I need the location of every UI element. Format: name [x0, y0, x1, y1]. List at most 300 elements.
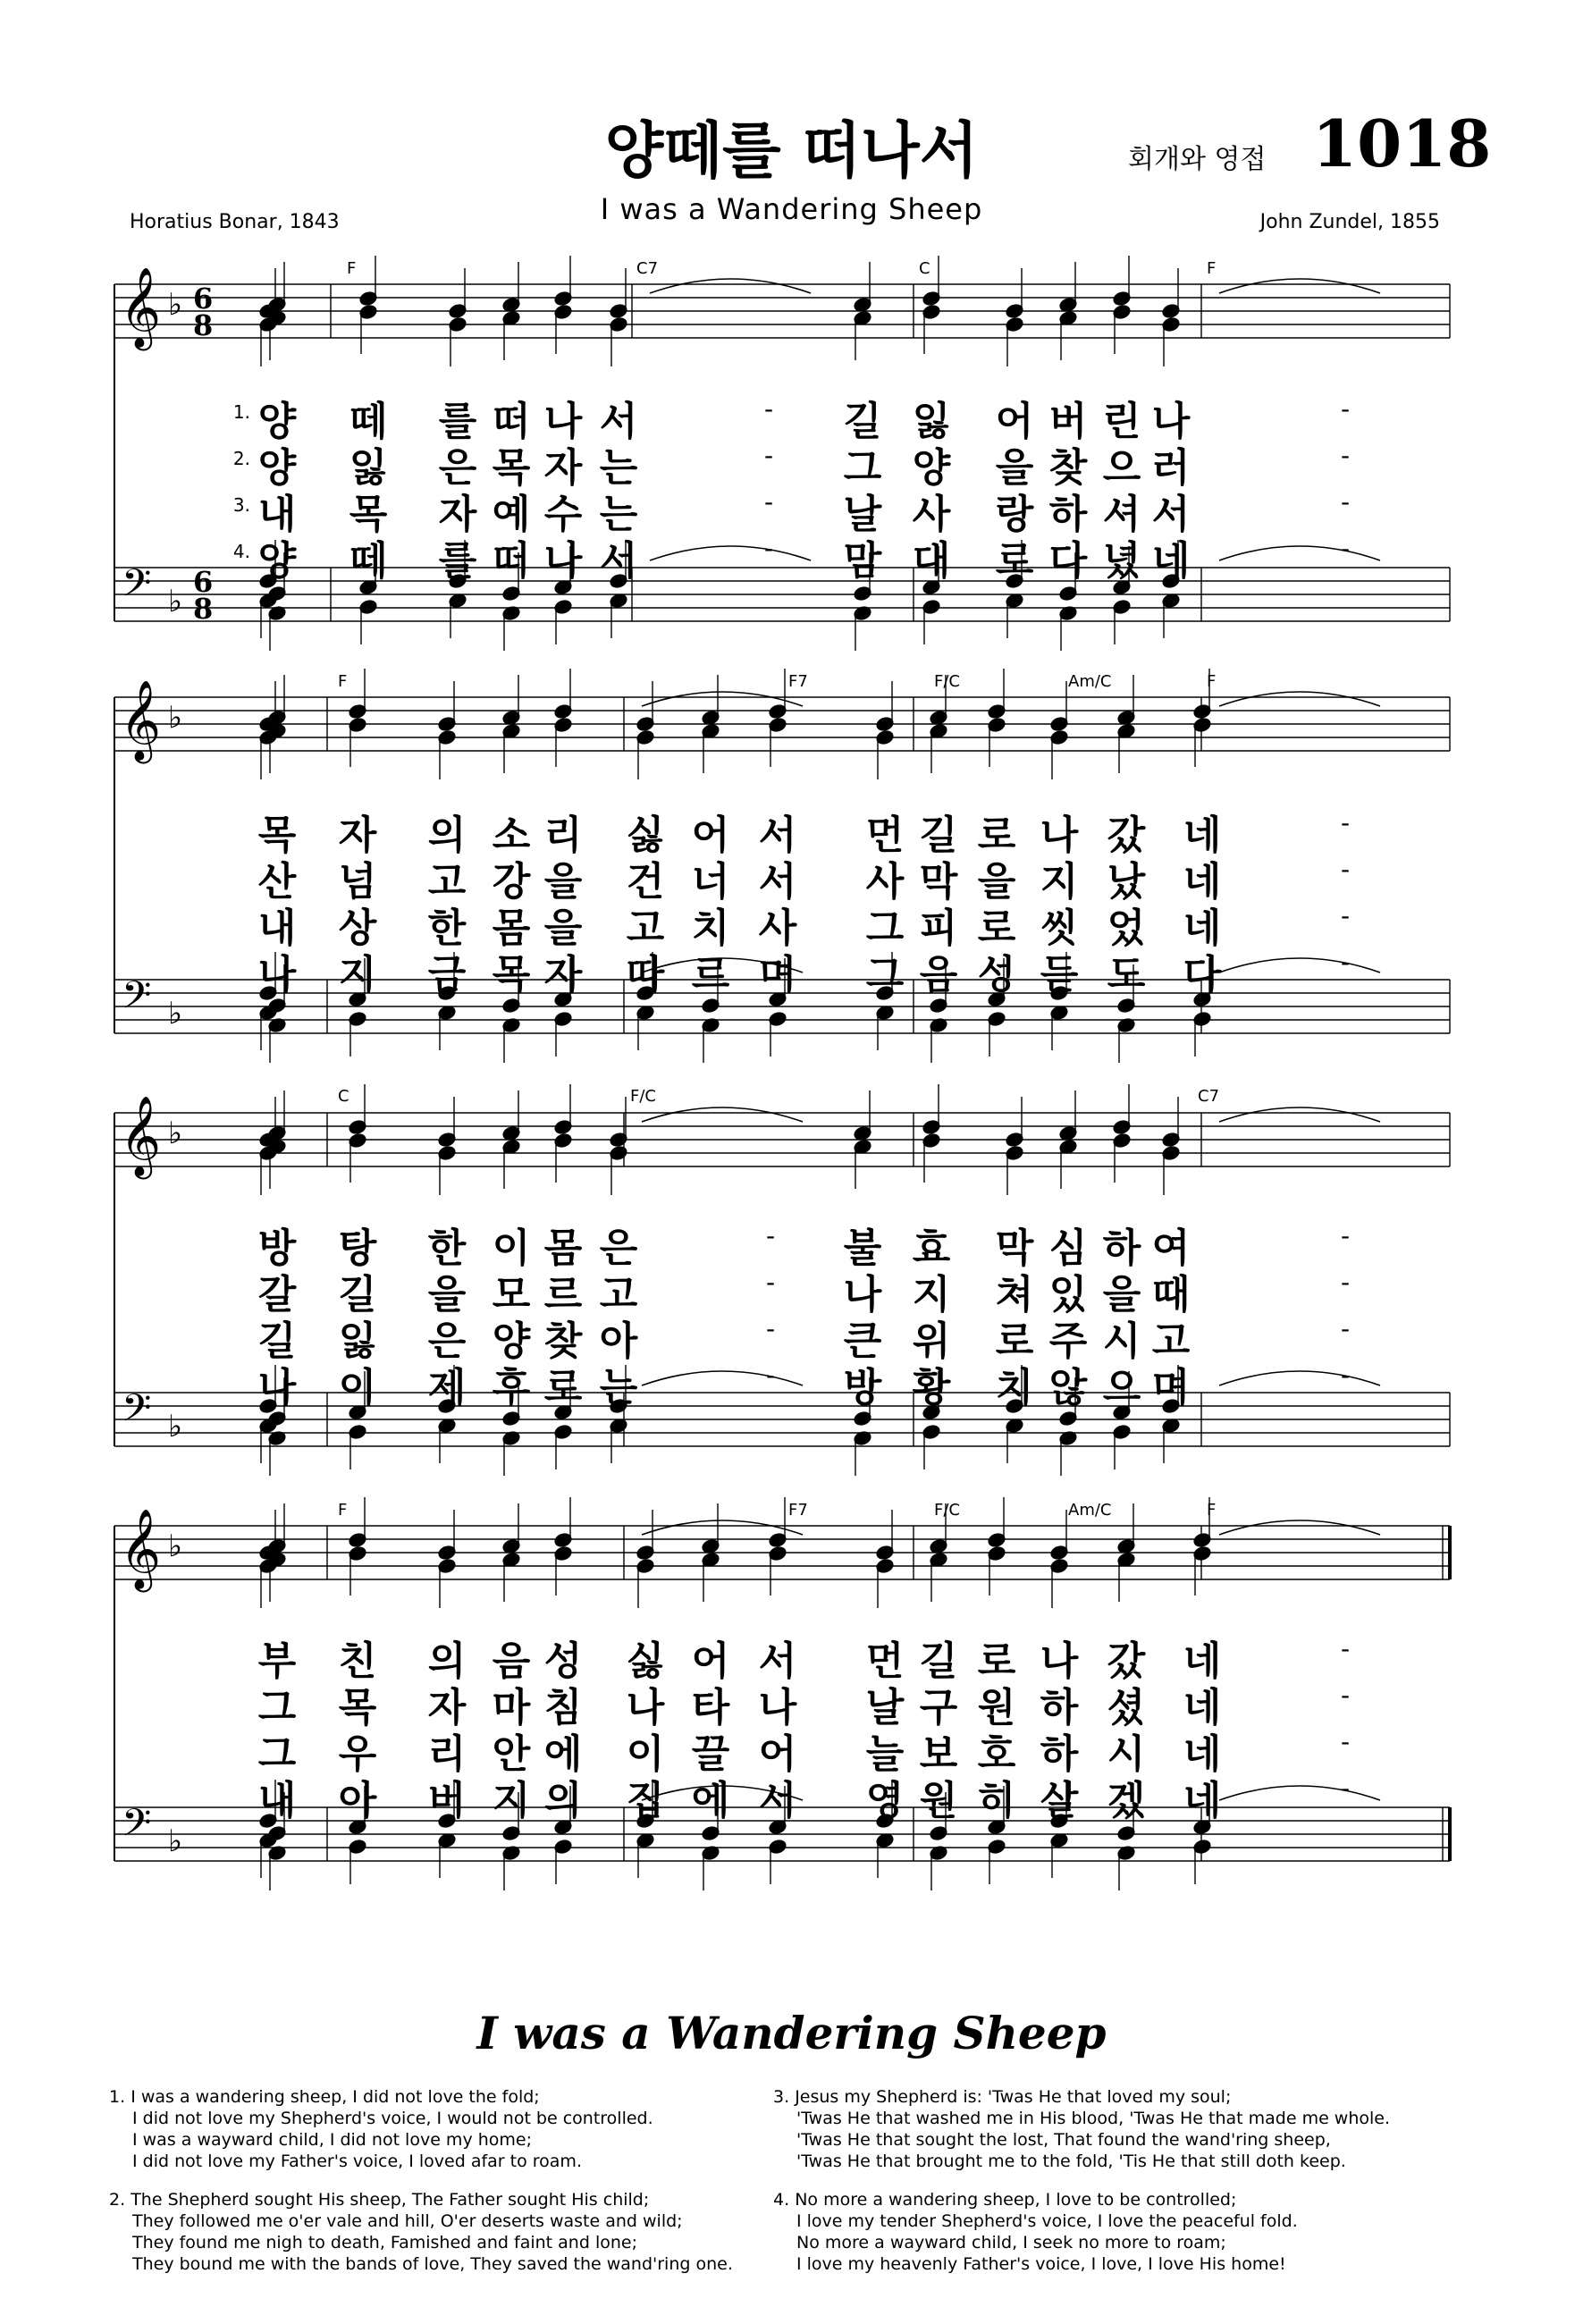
lyric-syllable: 우 — [338, 1731, 377, 1777]
lyric-syllable: 도 — [1107, 952, 1146, 998]
bass-clef: 𝄢 — [122, 1386, 152, 1440]
lyric-syllable: 나 — [1040, 813, 1079, 858]
lyric-syllable: 리 — [543, 813, 583, 858]
chord-symbol: F — [347, 259, 357, 278]
lyric-syllable: 녔 — [1102, 538, 1141, 584]
lyric-syllable: 건 — [626, 859, 665, 905]
lyric-syllable: 갈 — [257, 1272, 297, 1318]
stanza-line: The Shepherd sought His sheep, The Father sought His child; — [131, 2190, 650, 2210]
lyric-syllable: 때 — [1151, 1272, 1191, 1318]
lyric-syllable: 날 — [843, 492, 882, 537]
lyric-syllable: 그 — [865, 905, 905, 951]
lyric-syllable: 로 — [977, 813, 1016, 858]
stanza-line: They found me nigh to death, Famished and faint and lone; — [132, 2233, 637, 2252]
lyric-syllable: 타 — [691, 1685, 730, 1730]
lyric-syllable: 르 — [691, 952, 730, 998]
lyric-syllable: 한 — [427, 1225, 467, 1271]
lyric-syllable: 시 — [1102, 1318, 1141, 1364]
lyric-syllable: 자 — [438, 492, 477, 537]
lyric-extender: - — [765, 1314, 776, 1343]
lyric-syllable: 를 — [438, 538, 477, 584]
lyric-syllable: 네 — [1183, 813, 1222, 858]
lyric-syllable: 어 — [995, 399, 1034, 444]
lyric-syllable: 찾 — [1048, 445, 1088, 491]
lyric-syllable: 을 — [543, 859, 583, 905]
stanza-line: I did not love my Father's voice, I loved afar to roam. — [132, 2151, 582, 2171]
lyric-syllable: 나 — [843, 1272, 882, 1318]
lyric-syllable: 서 — [758, 813, 797, 858]
lyric-syllable: 자 — [543, 445, 583, 491]
author-credit: Horatius Bonar, 1843 — [130, 211, 340, 233]
lyric-syllable: 몸 — [543, 1225, 583, 1271]
lyric-extender: - — [1340, 1314, 1351, 1343]
chord-symbol: C7 — [1198, 1087, 1220, 1106]
lyric-syllable: 안 — [492, 1731, 531, 1777]
lyric-syllable: 이 — [492, 1225, 531, 1271]
treble-clef: 𝄞 — [120, 267, 162, 348]
lyric-syllable: 네 — [1183, 1638, 1222, 1684]
lyric-syllable: 에 — [543, 1731, 583, 1777]
lyric-syllable: 을 — [427, 1272, 467, 1318]
lyric-syllable: 맘 — [843, 538, 882, 584]
lyric-extender: - — [1340, 487, 1351, 517]
stanza-line: I love my tender Shepherd's voice, I love the peaceful fold. — [796, 2211, 1298, 2231]
lyric-syllable: 은 — [427, 1318, 467, 1364]
lyric-syllable: 나 — [758, 1685, 797, 1730]
lyric-syllable: 심 — [1048, 1225, 1088, 1271]
lyric-syllable: 목 — [492, 445, 531, 491]
lyric-syllable: 버 — [1048, 399, 1088, 444]
lyric-extender: - — [1340, 1727, 1351, 1756]
chord-symbol: F/C — [630, 1087, 656, 1106]
lyric-syllable: 모 — [492, 1272, 531, 1318]
lyric-syllable: 떼 — [349, 538, 388, 584]
lyric-extender: - — [1340, 441, 1351, 470]
lyric-syllable: 잃 — [338, 1318, 377, 1364]
lyric-extender: - — [763, 534, 774, 563]
stanza-line: 'Twas He that brought me to the fold, 'Tis He that still doth keep. — [796, 2151, 1346, 2171]
title-korean: 양떼를 떠나서 — [604, 116, 979, 187]
chord-symbol: F7 — [788, 1501, 808, 1520]
lyric-syllable: 황 — [912, 1365, 951, 1410]
lyric-syllable: 지 — [912, 1272, 951, 1318]
lyric-syllable: 나 — [257, 1365, 297, 1410]
lyric-syllable: 서 — [599, 399, 638, 444]
lyric-syllable: 내 — [257, 905, 297, 951]
verse-number: 4. — [232, 541, 250, 562]
lyric-extender: - — [763, 441, 774, 470]
stanza-3 — [773, 2086, 1390, 2172]
lyric-syllable: 막 — [995, 1225, 1034, 1271]
lyric-syllable: 보 — [919, 1731, 958, 1777]
lyric-syllable: 은 — [599, 1225, 638, 1271]
lyric-syllable: 버 — [427, 1778, 467, 1823]
lyric-syllable: 쳐 — [995, 1272, 1034, 1318]
lyric-syllable: 구 — [919, 1685, 958, 1730]
stanza-number: 3. — [773, 2087, 790, 2107]
tie — [1219, 958, 1380, 973]
lyric-syllable: 살 — [1040, 1778, 1079, 1823]
lyric-syllable: 그 — [257, 1685, 297, 1730]
lyric-syllable: 네 — [1183, 1731, 1222, 1777]
tie — [650, 546, 811, 560]
lyric-syllable: 르 — [543, 1272, 583, 1318]
lyric-syllable: 며 — [758, 952, 797, 998]
lyric-syllable: 소 — [492, 813, 531, 858]
stanza-1 — [109, 2086, 653, 2172]
lyric-syllable: 따 — [626, 952, 665, 998]
lyric-syllable: 부 — [257, 1638, 297, 1684]
lyric-syllable: 예 — [492, 492, 531, 537]
lyric-syllable: 영 — [865, 1778, 905, 1823]
treble-clef: 𝄞 — [120, 680, 162, 761]
lyric-syllable: 다 — [1183, 952, 1222, 998]
chord-symbol: C7 — [636, 259, 659, 278]
english-title: I was a Wandering Sheep — [476, 2007, 1107, 2059]
lyric-syllable: 산 — [257, 859, 297, 905]
lyric-syllable: 네 — [1183, 905, 1222, 951]
lyric-syllable: 사 — [865, 859, 905, 905]
lyric-syllable: 어 — [758, 1731, 797, 1777]
flat-sign: ♭ — [168, 1116, 183, 1151]
lyric-syllable: 불 — [843, 1225, 882, 1271]
lyric-syllable: 의 — [427, 813, 467, 858]
lyric-syllable: 씻 — [1040, 905, 1079, 951]
lyric-syllable: 고 — [599, 1272, 638, 1318]
treble-clef: 𝄞 — [120, 1096, 162, 1176]
lyric-syllable: 서 — [758, 1638, 797, 1684]
lyric-syllable: 치 — [995, 1365, 1034, 1410]
lyric-syllable: 늘 — [865, 1731, 905, 1777]
lyric-syllable: 네 — [1151, 538, 1191, 584]
lyric-syllable: 네 — [1183, 859, 1222, 905]
lyric-syllable: 네 — [1183, 1778, 1222, 1823]
lyric-syllable: 길 — [843, 399, 882, 444]
lyric-syllable: 하 — [1048, 492, 1088, 537]
stanza-number: 4. — [773, 2190, 790, 2210]
lyric-syllable: 넘 — [338, 859, 377, 905]
verse-number: 1. — [232, 401, 250, 423]
lyric-syllable: 로 — [995, 1318, 1034, 1364]
tie — [642, 1371, 803, 1385]
stanza-line: 'Twas He that washed me in His blood, 'Twas He that made me whole. — [796, 2109, 1391, 2128]
bass-clef: 𝄢 — [122, 561, 152, 615]
lyric-syllable: 원 — [919, 1778, 958, 1823]
lyric-extender: - — [765, 1267, 776, 1297]
lyric-syllable: 끌 — [691, 1731, 730, 1777]
lyric-syllable: 지 — [492, 1778, 531, 1823]
time-signature: 8 — [193, 308, 214, 342]
lyric-syllable: 듣 — [1040, 952, 1079, 998]
flat-sign: ♭ — [168, 996, 183, 1031]
lyric-syllable: 내 — [257, 492, 297, 537]
hymn-category: 회개와 영접 — [1128, 144, 1267, 175]
lyric-syllable: 여 — [1151, 1225, 1191, 1271]
chord-symbol: C — [338, 1087, 349, 1106]
lyric-syllable: 제 — [427, 1365, 467, 1410]
lyric-syllable: 그 — [843, 445, 882, 491]
lyric-syllable: 치 — [691, 905, 730, 951]
lyric-syllable: 길 — [919, 1638, 958, 1684]
hymn-number: 1018 — [1312, 105, 1492, 181]
chord-symbol: C — [919, 259, 930, 278]
stanza-line: They bound me with the bands of love, They saved the wand'ring one. — [132, 2254, 733, 2274]
lyric-syllable: 내 — [257, 1778, 297, 1823]
stanza-line: They followed me o'er vale and hill, O'er deserts waste and wild; — [132, 2211, 683, 2231]
lyric-syllable: 사 — [912, 492, 951, 537]
lyric-syllable: 목 — [257, 813, 297, 858]
time-signature: 8 — [193, 592, 214, 626]
lyric-syllable: 탕 — [338, 1225, 377, 1271]
lyric-syllable: 셨 — [1107, 1685, 1146, 1730]
lyric-syllable: 지 — [338, 952, 377, 998]
lyric-syllable: 효 — [912, 1225, 951, 1271]
lyric-syllable: 방 — [843, 1365, 882, 1410]
lyric-syllable: 목 — [492, 952, 531, 998]
lyric-syllable: 양 — [492, 1318, 531, 1364]
lyric-syllable: 은 — [438, 445, 477, 491]
stanza-number: 1. — [109, 2087, 126, 2107]
lyric-syllable: 나 — [257, 952, 297, 998]
lyric-syllable: 으 — [1102, 445, 1141, 491]
lyric-syllable: 있 — [1048, 1272, 1088, 1318]
lyric-extender: - — [1340, 1221, 1351, 1250]
lyric-syllable: 는 — [599, 492, 638, 537]
chord-symbol: F/C — [934, 1501, 960, 1520]
lyric-syllable: 나 — [1151, 399, 1191, 444]
lyric-syllable: 서 — [758, 859, 797, 905]
lyric-syllable: 겠 — [1107, 1778, 1146, 1823]
lyric-syllable: 싫 — [626, 813, 665, 858]
lyric-syllable: 리 — [427, 1731, 467, 1777]
chord-symbol: F — [338, 1501, 348, 1520]
lyric-extender: - — [763, 487, 774, 517]
lyric-syllable: 큰 — [843, 1318, 882, 1364]
stanza-line: No more a wandering sheep, I love to be controlled; — [795, 2190, 1237, 2210]
lyric-syllable: 침 — [543, 1685, 583, 1730]
lyric-syllable: 며 — [1151, 1365, 1191, 1410]
lyric-syllable: 날 — [865, 1685, 905, 1730]
lyric-extender: - — [1340, 394, 1351, 424]
lyric-syllable: 을 — [1102, 1272, 1141, 1318]
title-english: I was a Wandering Sheep — [600, 192, 983, 226]
lyric-syllable: 집 — [626, 1778, 665, 1823]
chord-symbol: F — [338, 672, 348, 691]
tie — [642, 1107, 803, 1122]
chord-symbol: F — [1207, 672, 1217, 691]
lyric-extender: - — [1340, 1773, 1351, 1803]
lyric-syllable: 었 — [1107, 905, 1146, 951]
lyric-syllable: 이 — [626, 1731, 665, 1777]
lyric-extender: - — [763, 394, 774, 424]
verse-number: 2. — [232, 448, 250, 469]
lyric-syllable: 자 — [338, 813, 377, 858]
lyric-syllable: 그 — [257, 1731, 297, 1777]
lyric-extender: - — [1340, 1267, 1351, 1297]
lyric-extender: - — [1340, 947, 1351, 977]
treble-clef: 𝄞 — [120, 1509, 162, 1589]
stanza-number: 2. — [109, 2190, 126, 2210]
lyric-extender: - — [1340, 1634, 1351, 1663]
lyric-syllable: 양 — [257, 538, 297, 584]
lyric-syllable: 주 — [1048, 1318, 1088, 1364]
lyric-syllable: 떠 — [492, 399, 531, 444]
verse-number: 3. — [232, 494, 250, 516]
lyric-syllable: 갔 — [1107, 813, 1146, 858]
tie — [1219, 546, 1380, 560]
tie — [1219, 1786, 1380, 1800]
lyric-extender: - — [765, 1360, 776, 1390]
flat-sign: ♭ — [168, 1409, 183, 1444]
stanza-line: I did not love my Shepherd's voice, I would not be controlled. — [132, 2109, 653, 2128]
tie — [642, 692, 803, 706]
lyric-syllable: 이 — [338, 1365, 377, 1410]
lyric-syllable: 러 — [1151, 445, 1191, 491]
lyric-syllable: 음 — [492, 1638, 531, 1684]
lyric-syllable: 먼 — [865, 1638, 905, 1684]
lyric-syllable: 찾 — [543, 1318, 583, 1364]
bass-clef: 𝄢 — [122, 1801, 152, 1855]
lyric-syllable: 먼 — [865, 813, 905, 858]
lyric-syllable: 고 — [427, 859, 467, 905]
lyric-syllable: 나 — [1040, 1638, 1079, 1684]
lyric-syllable: 나 — [543, 538, 583, 584]
lyric-syllable: 났 — [1107, 859, 1146, 905]
lyric-syllable: 대 — [912, 538, 951, 584]
lyric-syllable: 시 — [1107, 1731, 1146, 1777]
lyric-syllable: 목 — [338, 1685, 377, 1730]
stanza-line: 'Twas He that sought the lost, That found the wand'ring sheep, — [796, 2130, 1331, 2150]
lyric-syllable: 후 — [492, 1365, 531, 1410]
lyric-syllable: 떠 — [492, 538, 531, 584]
lyric-syllable: 길 — [338, 1272, 377, 1318]
lyric-syllable: 아 — [338, 1778, 377, 1823]
lyric-syllable: 막 — [919, 859, 958, 905]
lyric-syllable: 하 — [1102, 1225, 1141, 1271]
flat-sign: ♭ — [168, 700, 183, 736]
stanza-line: I was a wandering sheep, I did not love the fold; — [131, 2087, 540, 2107]
lyric-extender: - — [1340, 534, 1351, 563]
lyric-syllable: 사 — [758, 905, 797, 951]
lyric-syllable: 서 — [599, 538, 638, 584]
stanza-2 — [109, 2189, 733, 2275]
lyric-syllable: 로 — [995, 538, 1034, 584]
lyric-syllable: 잃 — [912, 399, 951, 444]
lyric-syllable: 너 — [691, 859, 730, 905]
chord-symbol: Am/C — [1068, 1501, 1112, 1520]
lyric-syllable: 음 — [919, 952, 958, 998]
flat-sign: ♭ — [168, 1823, 183, 1859]
lyric-extender: - — [1340, 901, 1351, 930]
stanza-line: I love my heavenly Father's voice, I love, I love His home! — [796, 2254, 1286, 2274]
lyric-syllable: 네 — [1183, 1685, 1222, 1730]
lyric-syllable: 셔 — [1102, 492, 1141, 537]
lyric-syllable: 싫 — [626, 1638, 665, 1684]
tie — [1219, 279, 1380, 293]
lyric-syllable: 한 — [427, 905, 467, 951]
flat-sign: ♭ — [168, 287, 183, 323]
lyric-syllable: 않 — [1048, 1365, 1088, 1410]
lyric-syllable: 을 — [543, 905, 583, 951]
chord-symbol: F — [1207, 1501, 1217, 1520]
time-signature: 6 — [193, 565, 214, 599]
lyric-extender: - — [1340, 1360, 1351, 1390]
lyric-syllable: 성 — [977, 952, 1016, 998]
lyric-syllable: 양 — [257, 445, 297, 491]
lyric-syllable: 서 — [758, 1778, 797, 1823]
lyric-syllable: 양 — [912, 445, 951, 491]
lyric-syllable: 로 — [543, 1365, 583, 1410]
lyric-syllable: 강 — [492, 859, 531, 905]
lyric-syllable: 아 — [599, 1318, 638, 1364]
time-signature: 6 — [193, 282, 214, 316]
lyric-syllable: 을 — [977, 859, 1016, 905]
lyric-syllable: 성 — [543, 1638, 583, 1684]
stanza-4 — [773, 2189, 1298, 2275]
chord-symbol: F/C — [934, 672, 960, 691]
lyric-syllable: 잃 — [349, 445, 388, 491]
chord-symbol: F — [1207, 259, 1217, 278]
lyric-syllable: 마 — [492, 1685, 531, 1730]
lyric-syllable: 피 — [919, 905, 958, 951]
lyric-syllable: 지 — [1040, 859, 1079, 905]
lyric-syllable: 의 — [543, 1778, 583, 1823]
lyric-syllable: 고 — [626, 905, 665, 951]
lyric-syllable: 호 — [977, 1731, 1016, 1777]
lyric-syllable: 서 — [1151, 492, 1191, 537]
lyric-syllable: 어 — [691, 813, 730, 858]
lyric-syllable: 양 — [257, 399, 297, 444]
tie — [1219, 692, 1380, 706]
lyric-syllable: 자 — [427, 1685, 467, 1730]
lyric-syllable: 나 — [543, 399, 583, 444]
lyric-syllable: 갔 — [1107, 1638, 1146, 1684]
stanza-line: I was a wayward child, I did not love my home; — [132, 2130, 532, 2150]
lyric-syllable: 다 — [1048, 538, 1088, 584]
lyric-syllable: 자 — [543, 952, 583, 998]
lyric-extender: - — [1340, 1680, 1351, 1710]
tie — [642, 1520, 803, 1535]
lyric-syllable: 수 — [543, 492, 583, 537]
lyric-syllable: 로 — [977, 1638, 1016, 1684]
lyric-syllable: 방 — [257, 1225, 297, 1271]
chord-symbol: Am/C — [1068, 672, 1112, 691]
bass-clef: 𝄢 — [122, 973, 152, 1027]
tie — [1219, 1520, 1380, 1535]
lyric-syllable: 고 — [1151, 1318, 1191, 1364]
lyric-syllable: 에 — [691, 1778, 730, 1823]
lyric-syllable: 는 — [599, 1365, 638, 1410]
lyric-syllable: 을 — [995, 445, 1034, 491]
lyric-syllable: 목 — [349, 492, 388, 537]
lyric-syllable: 금 — [427, 952, 467, 998]
lyric-syllable: 으 — [1102, 1365, 1141, 1410]
lyric-syllable: 의 — [427, 1638, 467, 1684]
tie — [650, 279, 811, 293]
stanza-line: No more a wayward child, I seek no more to roam; — [796, 2233, 1226, 2252]
chord-symbol: F7 — [788, 672, 808, 691]
lyric-syllable: 위 — [912, 1318, 951, 1364]
lyric-syllable: 떼 — [349, 399, 388, 444]
lyric-syllable: 나 — [626, 1685, 665, 1730]
composer-credit: John Zundel, 1855 — [1259, 211, 1440, 233]
lyric-extender: - — [765, 1221, 776, 1250]
lyric-syllable: 랑 — [995, 492, 1034, 537]
lyric-syllable: 친 — [338, 1638, 377, 1684]
lyric-syllable: 몸 — [492, 905, 531, 951]
lyric-syllable: 그 — [865, 952, 905, 998]
lyric-syllable: 로 — [977, 905, 1016, 951]
